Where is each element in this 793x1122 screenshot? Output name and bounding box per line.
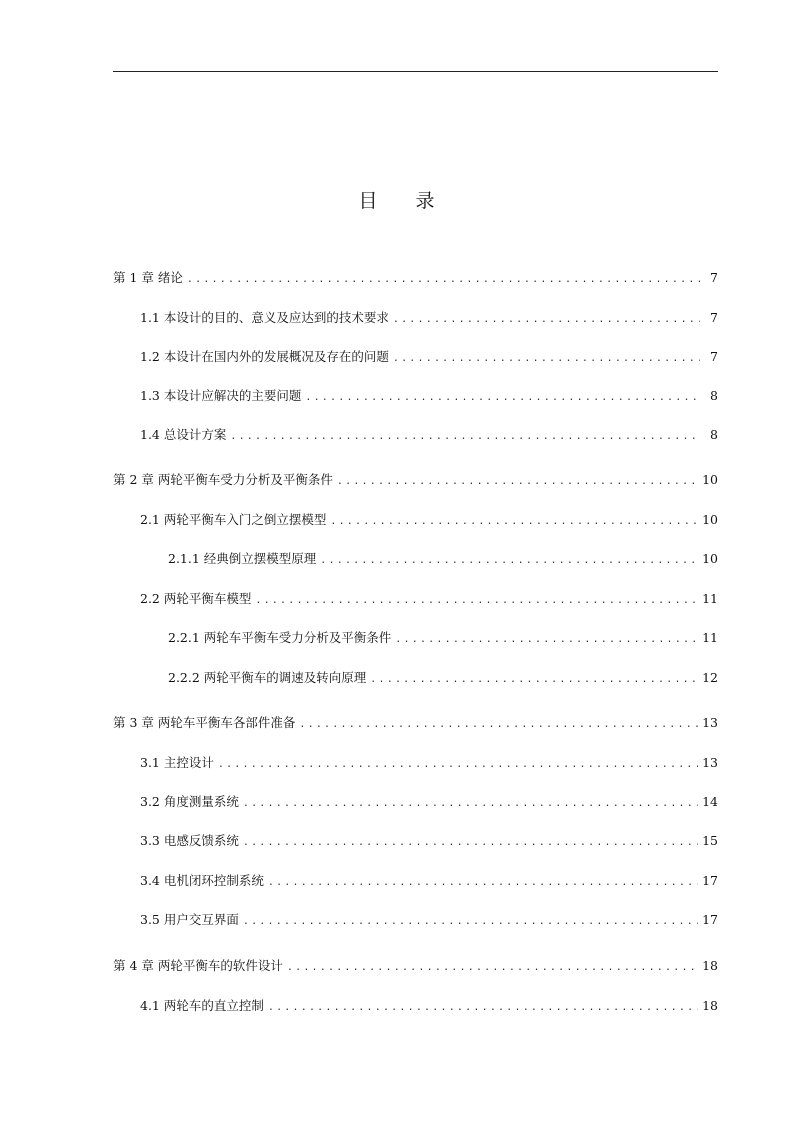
toc-entry-3-3[interactable]	[140, 833, 718, 851]
toc-entry-2-2-2[interactable]	[168, 670, 718, 688]
toc-entry-page: 14	[702, 794, 718, 809]
dot-leader	[268, 875, 698, 891]
toc-entry-page: 7	[710, 349, 718, 364]
toc-entry-4-1[interactable]	[140, 998, 718, 1016]
toc-entry-2-1-1[interactable]	[168, 551, 718, 569]
toc-entry-chapter-2[interactable]	[113, 472, 718, 490]
toc-entry-label: 第 1 章 绪论	[113, 270, 183, 285]
toc-entry-chapter-4[interactable]	[113, 958, 718, 976]
toc-entry-page: 12	[702, 670, 718, 685]
dot-leader	[337, 474, 698, 490]
toc-entry-3-2[interactable]	[140, 794, 718, 812]
toc-entry-page: 11	[702, 591, 718, 606]
dot-leader	[243, 914, 698, 930]
toc-entry-label: 1.1 本设计的目的、意义及应达到的技术要求	[140, 310, 389, 325]
toc-entry-3-5[interactable]	[140, 912, 718, 930]
toc-entry-page: 8	[710, 388, 718, 403]
dot-leader	[187, 272, 700, 288]
toc-entry-page: 13	[702, 715, 718, 730]
toc-entry-label: 2.1 两轮平衡车入门之倒立摆模型	[140, 512, 327, 527]
dot-leader	[395, 632, 698, 648]
toc-entry-label: 3.5 用户交互界面	[140, 912, 239, 927]
toc-entry-2-1[interactable]	[140, 512, 718, 530]
toc-entry-2-2[interactable]	[140, 591, 718, 609]
dot-leader	[393, 351, 700, 367]
toc-entry-1-4[interactable]	[140, 427, 718, 445]
toc-entry-page: 10	[702, 551, 718, 566]
toc-entry-1-1[interactable]	[140, 310, 718, 328]
dot-leader	[370, 672, 698, 688]
toc-entry-page: 11	[702, 630, 718, 645]
toc-entry-page: 8	[710, 427, 718, 442]
toc-entry-chapter-3[interactable]	[113, 715, 718, 733]
dot-leader	[255, 593, 698, 609]
toc-entry-page: 18	[702, 958, 718, 973]
toc-entry-label: 3.3 电感反馈系统	[140, 833, 239, 848]
toc-entry-3-4[interactable]	[140, 873, 718, 891]
dot-leader	[393, 312, 700, 328]
dot-leader	[218, 757, 698, 773]
toc-entry-2-2-1[interactable]	[168, 630, 718, 648]
dot-leader	[287, 960, 698, 976]
toc-entry-3-1[interactable]	[140, 755, 718, 773]
toc-title: 目 录	[358, 190, 451, 212]
toc-entry-page: 7	[710, 310, 718, 325]
dot-leader	[243, 835, 698, 851]
toc-entry-page: 7	[710, 270, 718, 285]
toc-entry-label: 2.1.1 经典倒立摆模型原理	[168, 551, 317, 566]
toc-entry-chapter-1[interactable]	[113, 270, 718, 288]
dot-leader	[320, 553, 698, 569]
toc-entry-label: 1.2 本设计在国内外的发展概况及存在的问题	[140, 349, 389, 364]
toc-entry-1-3[interactable]	[140, 388, 718, 406]
dot-leader	[299, 717, 698, 733]
toc-entry-page: 17	[702, 873, 718, 888]
toc-entry-label: 第 2 章 两轮平衡车受力分析及平衡条件	[113, 472, 333, 487]
dot-leader	[268, 1000, 698, 1016]
toc-entry-page: 18	[702, 998, 718, 1013]
dot-leader	[330, 514, 698, 530]
toc-entry-label: 3.1 主控设计	[140, 755, 214, 770]
toc-entry-label: 2.2 两轮平衡车模型	[140, 591, 252, 606]
toc-entry-page: 15	[702, 833, 718, 848]
toc-entry-label: 3.4 电机闭环控制系统	[140, 873, 264, 888]
table-of-contents	[113, 0, 718, 1122]
toc-entry-label: 3.2 角度测量系统	[140, 794, 239, 809]
toc-entry-label: 1.3 本设计应解决的主要问题	[140, 388, 302, 403]
dot-leader	[230, 429, 700, 445]
toc-entry-label: 第 4 章 两轮平衡车的软件设计	[113, 958, 283, 973]
toc-entry-page: 10	[702, 512, 718, 527]
toc-entry-label: 2.2.2 两轮平衡车的调速及转向原理	[168, 670, 367, 685]
toc-entry-page: 13	[702, 755, 718, 770]
dot-leader	[305, 390, 700, 406]
toc-entry-label: 4.1 两轮车的直立控制	[140, 998, 264, 1013]
toc-entry-label: 第 3 章 两轮车平衡车各部件准备	[113, 715, 296, 730]
toc-entry-page: 10	[702, 472, 718, 487]
toc-entry-1-2[interactable]	[140, 349, 718, 367]
dot-leader	[243, 796, 698, 812]
toc-entry-page: 17	[702, 912, 718, 927]
toc-entry-label: 2.2.1 两轮车平衡车受力分析及平衡条件	[168, 630, 392, 645]
toc-entry-label: 1.4 总设计方案	[140, 427, 227, 442]
